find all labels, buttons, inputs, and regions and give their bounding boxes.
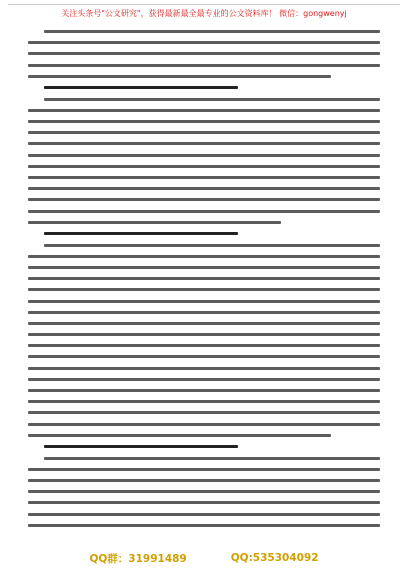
text-line <box>28 221 281 224</box>
text-line <box>28 490 380 493</box>
text-line <box>28 411 380 414</box>
text-line <box>28 41 380 44</box>
header-banner-text: 关注头条号"公文研究"，获得最新最全最专业的公文资料库！ 微信：gongwenyj <box>61 8 347 18</box>
text-line <box>28 367 380 370</box>
text-line <box>28 210 380 213</box>
text-line <box>28 187 380 190</box>
text-line <box>28 109 380 112</box>
text-line <box>28 300 380 303</box>
text-line <box>44 30 380 33</box>
text-line <box>28 400 380 403</box>
text-line <box>28 344 380 347</box>
text-line <box>28 311 380 314</box>
text-line <box>28 255 380 258</box>
text-line <box>28 423 380 426</box>
text-line <box>28 434 331 437</box>
text-line <box>28 75 331 78</box>
qq-group: QQ群：31991489 <box>89 552 187 565</box>
text-line <box>28 524 380 527</box>
text-line <box>28 52 380 55</box>
qq-number: QQ:535304092 <box>230 552 319 564</box>
document-body <box>28 30 380 535</box>
text-line <box>28 389 380 392</box>
header-banner <box>8 4 400 21</box>
text-line <box>28 468 380 471</box>
text-line <box>28 288 380 291</box>
text-line <box>28 355 380 358</box>
text-line <box>28 131 380 134</box>
text-line <box>28 322 380 325</box>
footer-contact <box>0 549 408 567</box>
text-line <box>28 120 380 123</box>
text-line <box>28 378 380 381</box>
text-line <box>28 513 380 516</box>
text-line <box>28 165 380 168</box>
section-heading <box>44 445 238 449</box>
text-line <box>28 198 380 201</box>
text-line <box>28 501 380 504</box>
text-line <box>44 98 380 101</box>
text-line <box>28 479 380 482</box>
text-line <box>28 154 380 157</box>
text-line <box>44 244 380 247</box>
text-line <box>28 142 380 145</box>
text-line <box>28 333 380 336</box>
text-line <box>44 457 380 460</box>
section-heading <box>44 86 238 90</box>
text-line <box>28 176 380 179</box>
text-line <box>28 266 380 269</box>
text-line <box>28 64 380 67</box>
section-heading <box>44 232 238 236</box>
text-line <box>28 277 380 280</box>
